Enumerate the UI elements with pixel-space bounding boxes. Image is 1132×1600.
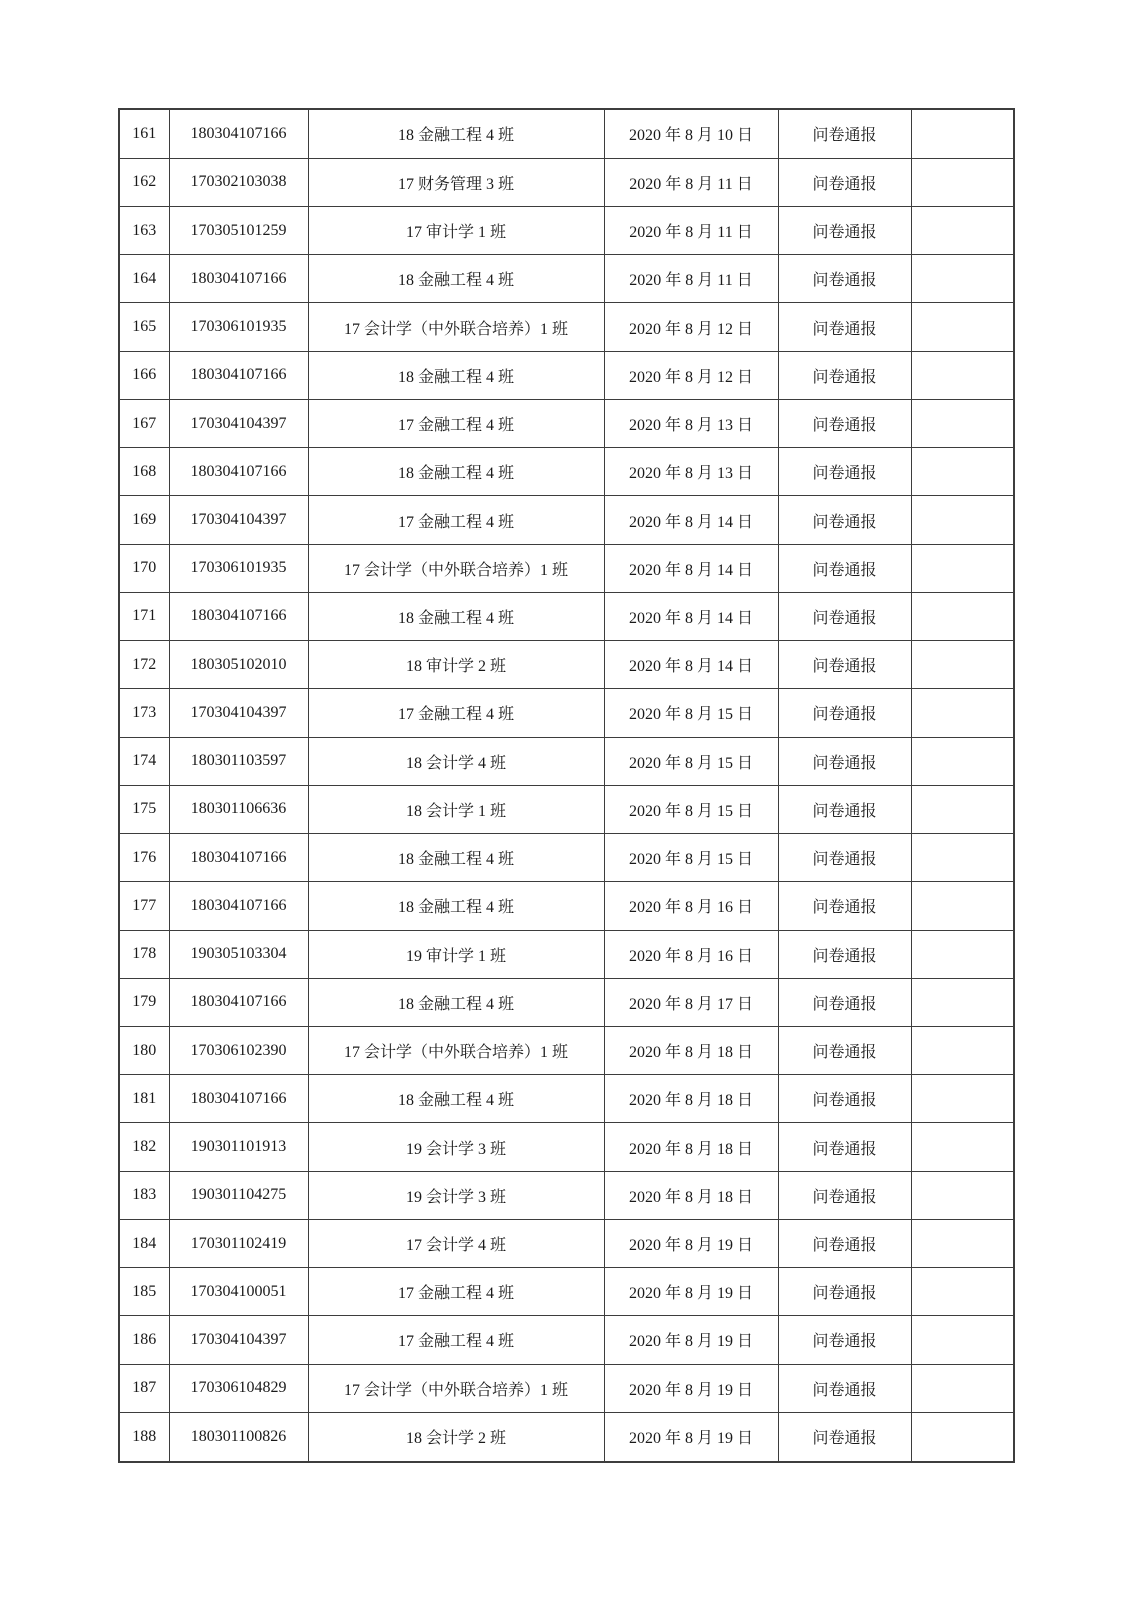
row-number-cell: 185 [119,1268,169,1316]
note-cell [911,1026,1014,1074]
row-number-cell: 174 [119,737,169,785]
table-row [119,351,1014,399]
table-row [119,737,1014,785]
note-cell [911,303,1014,351]
class-name-cell: 18 金融工程 4 班 [308,882,604,930]
table-row [119,544,1014,592]
date-cell: 2020 年 8 月 13 日 [604,399,778,447]
class-name-cell: 17 财务管理 3 班 [308,158,604,206]
table-row [119,1268,1014,1316]
class-name-cell: 18 金融工程 4 班 [308,255,604,303]
date-cell: 2020 年 8 月 19 日 [604,1268,778,1316]
table-row [119,930,1014,978]
note-cell [911,592,1014,640]
report-type-cell: 问卷通报 [778,255,911,303]
date-cell: 2020 年 8 月 14 日 [604,641,778,689]
note-cell [911,1316,1014,1364]
class-name-cell: 18 金融工程 4 班 [308,978,604,1026]
table-row [119,399,1014,447]
student-id-cell: 190301101913 [169,1123,308,1171]
student-id-cell: 170306101935 [169,303,308,351]
date-cell: 2020 年 8 月 19 日 [604,1364,778,1412]
note-cell [911,689,1014,737]
report-type-cell: 问卷通报 [778,1026,911,1074]
student-id-cell: 180301106636 [169,785,308,833]
note-cell [911,930,1014,978]
class-name-cell: 19 会计学 3 班 [308,1171,604,1219]
class-name-cell: 17 金融工程 4 班 [308,689,604,737]
student-id-cell: 170304100051 [169,1268,308,1316]
note-cell [911,737,1014,785]
row-number-cell: 166 [119,351,169,399]
report-table-body [119,109,1014,1462]
row-number-cell: 171 [119,592,169,640]
class-name-cell: 18 会计学 4 班 [308,737,604,785]
class-name-cell: 18 金融工程 4 班 [308,109,604,158]
note-cell [911,206,1014,254]
report-type-cell: 问卷通报 [778,689,911,737]
row-number-cell: 186 [119,1316,169,1364]
date-cell: 2020 年 8 月 11 日 [604,206,778,254]
student-id-cell: 180304107166 [169,448,308,496]
student-id-cell: 170304104397 [169,399,308,447]
report-type-cell: 问卷通报 [778,1171,911,1219]
student-id-cell: 180304107166 [169,882,308,930]
class-name-cell: 17 会计学（中外联合培养）1 班 [308,1364,604,1412]
table-row [119,1316,1014,1364]
report-type-cell: 问卷通报 [778,351,911,399]
student-id-cell: 170305101259 [169,206,308,254]
class-name-cell: 18 金融工程 4 班 [308,448,604,496]
date-cell: 2020 年 8 月 12 日 [604,303,778,351]
class-name-cell: 17 金融工程 4 班 [308,496,604,544]
row-number-cell: 184 [119,1219,169,1267]
date-cell: 2020 年 8 月 15 日 [604,785,778,833]
class-name-cell: 18 金融工程 4 班 [308,592,604,640]
report-type-cell: 问卷通报 [778,496,911,544]
student-id-cell: 180304107166 [169,834,308,882]
row-number-cell: 177 [119,882,169,930]
report-type-cell: 问卷通报 [778,544,911,592]
report-type-cell: 问卷通报 [778,1268,911,1316]
student-id-cell: 170304104397 [169,496,308,544]
student-report-table [118,108,1015,1463]
class-name-cell: 18 会计学 1 班 [308,785,604,833]
date-cell: 2020 年 8 月 12 日 [604,351,778,399]
class-name-cell: 18 金融工程 4 班 [308,834,604,882]
date-cell: 2020 年 8 月 13 日 [604,448,778,496]
note-cell [911,1364,1014,1412]
class-name-cell: 17 会计学（中外联合培养）1 班 [308,1026,604,1074]
table-row [119,1364,1014,1412]
table-row [119,448,1014,496]
student-id-cell: 190305103304 [169,930,308,978]
student-id-cell: 180305102010 [169,641,308,689]
student-id-cell: 180304107166 [169,1075,308,1123]
report-type-cell: 问卷通报 [778,1364,911,1412]
table-row [119,109,1014,158]
note-cell [911,785,1014,833]
note-cell [911,1412,1014,1462]
class-name-cell: 18 审计学 2 班 [308,641,604,689]
student-id-cell: 170301102419 [169,1219,308,1267]
date-cell: 2020 年 8 月 11 日 [604,255,778,303]
report-type-cell: 问卷通报 [778,206,911,254]
row-number-cell: 172 [119,641,169,689]
report-type-cell: 问卷通报 [778,737,911,785]
report-type-cell: 问卷通报 [778,834,911,882]
row-number-cell: 180 [119,1026,169,1074]
row-number-cell: 162 [119,158,169,206]
report-type-cell: 问卷通报 [778,303,911,351]
student-id-cell: 190301104275 [169,1171,308,1219]
table-row [119,882,1014,930]
report-type-cell: 问卷通报 [778,158,911,206]
note-cell [911,496,1014,544]
note-cell [911,834,1014,882]
row-number-cell: 164 [119,255,169,303]
note-cell [911,1171,1014,1219]
student-id-cell: 170302103038 [169,158,308,206]
student-id-cell: 170306102390 [169,1026,308,1074]
student-id-cell: 170304104397 [169,1316,308,1364]
class-name-cell: 17 金融工程 4 班 [308,399,604,447]
table-row [119,1219,1014,1267]
table-row [119,1412,1014,1462]
date-cell: 2020 年 8 月 19 日 [604,1219,778,1267]
row-number-cell: 165 [119,303,169,351]
date-cell: 2020 年 8 月 10 日 [604,109,778,158]
row-number-cell: 178 [119,930,169,978]
report-type-cell: 问卷通报 [778,641,911,689]
student-id-cell: 180301103597 [169,737,308,785]
note-cell [911,544,1014,592]
row-number-cell: 163 [119,206,169,254]
note-cell [911,1268,1014,1316]
table-row [119,978,1014,1026]
class-name-cell: 18 金融工程 4 班 [308,1075,604,1123]
row-number-cell: 161 [119,109,169,158]
report-type-cell: 问卷通报 [778,1075,911,1123]
class-name-cell: 17 审计学 1 班 [308,206,604,254]
date-cell: 2020 年 8 月 14 日 [604,592,778,640]
class-name-cell: 18 金融工程 4 班 [308,351,604,399]
row-number-cell: 187 [119,1364,169,1412]
table-row [119,1123,1014,1171]
row-number-cell: 167 [119,399,169,447]
note-cell [911,1123,1014,1171]
date-cell: 2020 年 8 月 18 日 [604,1171,778,1219]
class-name-cell: 17 金融工程 4 班 [308,1268,604,1316]
report-type-cell: 问卷通报 [778,785,911,833]
date-cell: 2020 年 8 月 17 日 [604,978,778,1026]
report-type-cell: 问卷通报 [778,978,911,1026]
student-id-cell: 170306104829 [169,1364,308,1412]
table-row [119,834,1014,882]
date-cell: 2020 年 8 月 15 日 [604,834,778,882]
class-name-cell: 17 会计学（中外联合培养）1 班 [308,303,604,351]
table-row [119,785,1014,833]
note-cell [911,351,1014,399]
report-type-cell: 问卷通报 [778,1219,911,1267]
table-row [119,592,1014,640]
report-type-cell: 问卷通报 [778,1316,911,1364]
row-number-cell: 181 [119,1075,169,1123]
date-cell: 2020 年 8 月 16 日 [604,930,778,978]
report-type-cell: 问卷通报 [778,882,911,930]
table-row [119,206,1014,254]
table-row [119,1026,1014,1074]
report-type-cell: 问卷通报 [778,448,911,496]
note-cell [911,1075,1014,1123]
note-cell [911,448,1014,496]
row-number-cell: 183 [119,1171,169,1219]
row-number-cell: 173 [119,689,169,737]
class-name-cell: 17 会计学 4 班 [308,1219,604,1267]
date-cell: 2020 年 8 月 15 日 [604,689,778,737]
date-cell: 2020 年 8 月 14 日 [604,496,778,544]
class-name-cell: 19 会计学 3 班 [308,1123,604,1171]
date-cell: 2020 年 8 月 18 日 [604,1123,778,1171]
student-id-cell: 180304107166 [169,255,308,303]
student-id-cell: 180304107166 [169,109,308,158]
note-cell [911,641,1014,689]
date-cell: 2020 年 8 月 15 日 [604,737,778,785]
note-cell [911,1219,1014,1267]
note-cell [911,978,1014,1026]
table-row [119,689,1014,737]
date-cell: 2020 年 8 月 19 日 [604,1316,778,1364]
note-cell [911,399,1014,447]
row-number-cell: 176 [119,834,169,882]
date-cell: 2020 年 8 月 19 日 [604,1412,778,1462]
student-id-cell: 170304104397 [169,689,308,737]
class-name-cell: 17 会计学（中外联合培养）1 班 [308,544,604,592]
table-row [119,641,1014,689]
report-type-cell: 问卷通报 [778,930,911,978]
table-row [119,255,1014,303]
date-cell: 2020 年 8 月 16 日 [604,882,778,930]
student-id-cell: 180304107166 [169,978,308,1026]
date-cell: 2020 年 8 月 11 日 [604,158,778,206]
report-type-cell: 问卷通报 [778,1412,911,1462]
report-type-cell: 问卷通报 [778,592,911,640]
note-cell [911,255,1014,303]
student-id-cell: 180301100826 [169,1412,308,1462]
row-number-cell: 168 [119,448,169,496]
class-name-cell: 19 审计学 1 班 [308,930,604,978]
student-id-cell: 170306101935 [169,544,308,592]
note-cell [911,882,1014,930]
table-row [119,496,1014,544]
student-id-cell: 180304107166 [169,351,308,399]
table-row [119,303,1014,351]
class-name-cell: 18 会计学 2 班 [308,1412,604,1462]
date-cell: 2020 年 8 月 18 日 [604,1075,778,1123]
report-type-cell: 问卷通报 [778,1123,911,1171]
student-id-cell: 180304107166 [169,592,308,640]
table-row [119,1075,1014,1123]
report-type-cell: 问卷通报 [778,109,911,158]
note-cell [911,109,1014,158]
row-number-cell: 182 [119,1123,169,1171]
date-cell: 2020 年 8 月 18 日 [604,1026,778,1074]
note-cell [911,158,1014,206]
row-number-cell: 175 [119,785,169,833]
date-cell: 2020 年 8 月 14 日 [604,544,778,592]
table-row [119,158,1014,206]
row-number-cell: 188 [119,1412,169,1462]
class-name-cell: 17 金融工程 4 班 [308,1316,604,1364]
table-row [119,1171,1014,1219]
report-type-cell: 问卷通报 [778,399,911,447]
row-number-cell: 169 [119,496,169,544]
row-number-cell: 170 [119,544,169,592]
row-number-cell: 179 [119,978,169,1026]
